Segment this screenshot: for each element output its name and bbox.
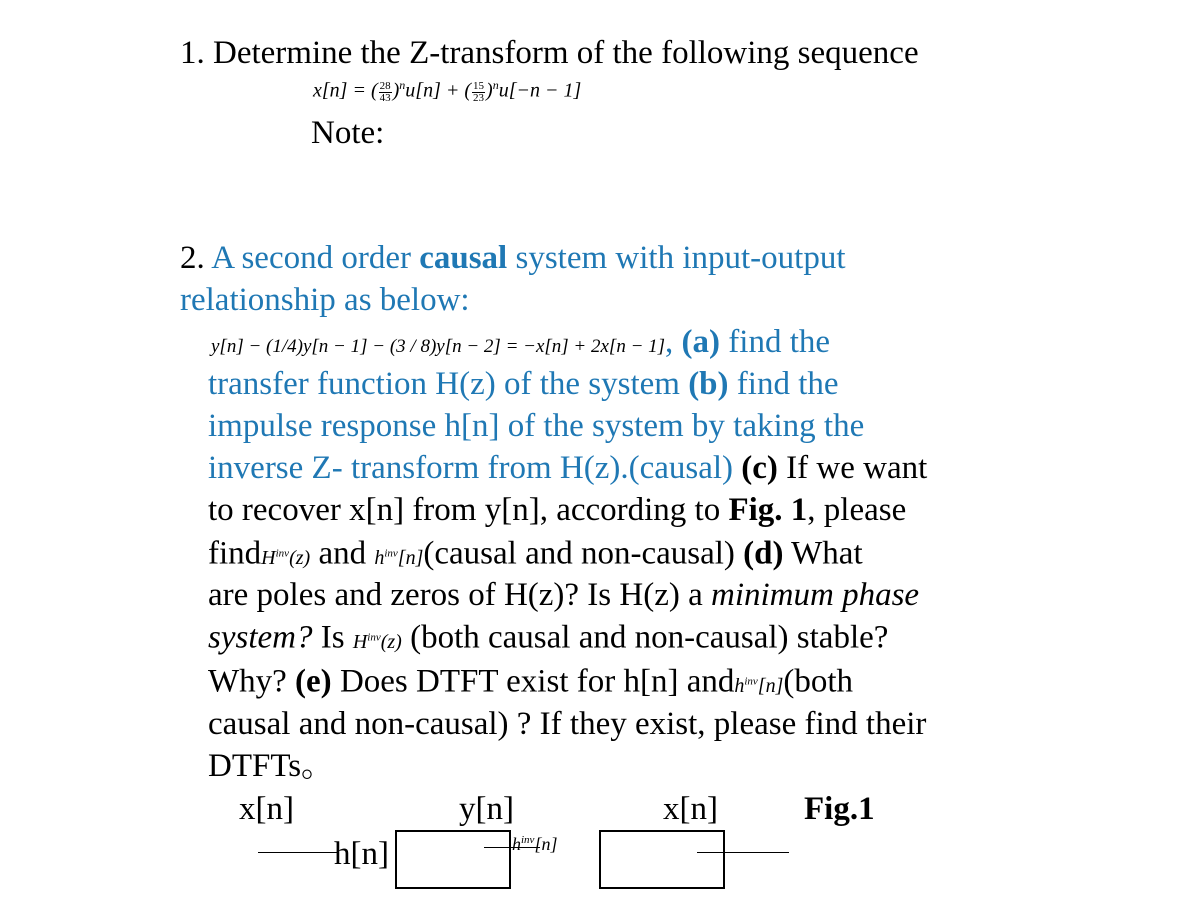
difference-equation: y[n] − (1/4)y[n − 1] − (3 / 8)y[n − 2] = −x[n] + 2x[n − 1] (211, 336, 666, 357)
fig-box1-label: h[n] (334, 836, 389, 872)
q2-line-1: 2. A second order causal system with input-output (180, 240, 846, 276)
q2-line-7: to recover x[n] from y[n], according to Fig. 1, please (208, 492, 907, 528)
q1-eq-lhs: x[n] = ( (313, 79, 378, 102)
hinv-n-symbol: $h^{inv}[n]$ (374, 546, 424, 569)
Hinv-z-symbol: $H^{inv}(z)$ (261, 546, 311, 569)
q2-line-13: DTFTs。 (208, 748, 335, 784)
q1-eq-fraction-2: $\frac{15}{23}$ (473, 79, 485, 104)
Hinv-z-symbol: $H^{inv}(z)$ (352, 630, 402, 653)
q2-line-4: transfer function H(z) of the system (b) find the (208, 366, 839, 402)
q2-line-3: y[n] − (1/4)y[n − 1] − (3 / 8)y[n − 2] = −x[n] + 2x[n − 1], (a) find the (211, 324, 831, 360)
fig-caption: Fig.1 (804, 791, 875, 827)
q2-line-8: findH$^{inv}$(z) and $h^{inv}[n](causal$ and non-causal) (d) What (208, 535, 863, 572)
q1-equation: x[n] = ( $\frac{28}{43}$ )$^n$u[n] + ( $\frac{15}{23}$ )$^n$u[−n − 1] (313, 78, 582, 104)
fig-wire-output (697, 852, 789, 853)
q2-line-10: system? Is $H^{inv}(z)$ (both causal and non-causal) stable? (208, 619, 889, 656)
q1-title: 1. Determine the Z-transform of the following sequence (180, 35, 919, 71)
q1-eq-fraction-1: $\frac{28}{43}$ (379, 79, 391, 104)
q2-line-12: causal and non-causal) ? If they exist, please find their (208, 706, 927, 742)
q2-line-11: Why? (e) Does DTFT exist for h[n] andh$^{inv}$[n](both (208, 663, 854, 700)
q2-line-9: are poles and zeros of H(z)? Is H(z) a minimum phase (208, 577, 920, 613)
q1-note: Note: (311, 115, 385, 151)
fig-wire-input (258, 852, 338, 853)
fig-label-x-input: x[n] (239, 791, 294, 827)
fig-label-y: y[n] (459, 791, 514, 827)
q2-line-5: impulse response h[n] of the system by taking the (208, 408, 865, 444)
fig-label-x-output: x[n] (663, 791, 718, 827)
fig-box2-label: $h^{inv}[n]$ (512, 834, 558, 854)
q2-line-2: relationship as below: (180, 282, 470, 318)
fig-block-hinv (599, 830, 725, 889)
hinv-n-symbol: $h^{inv}[n]$ (734, 674, 784, 697)
fig-block-h (395, 830, 511, 889)
q2-line-6: inverse Z- transform from H(z).(causal) (c) If we want (208, 450, 928, 486)
